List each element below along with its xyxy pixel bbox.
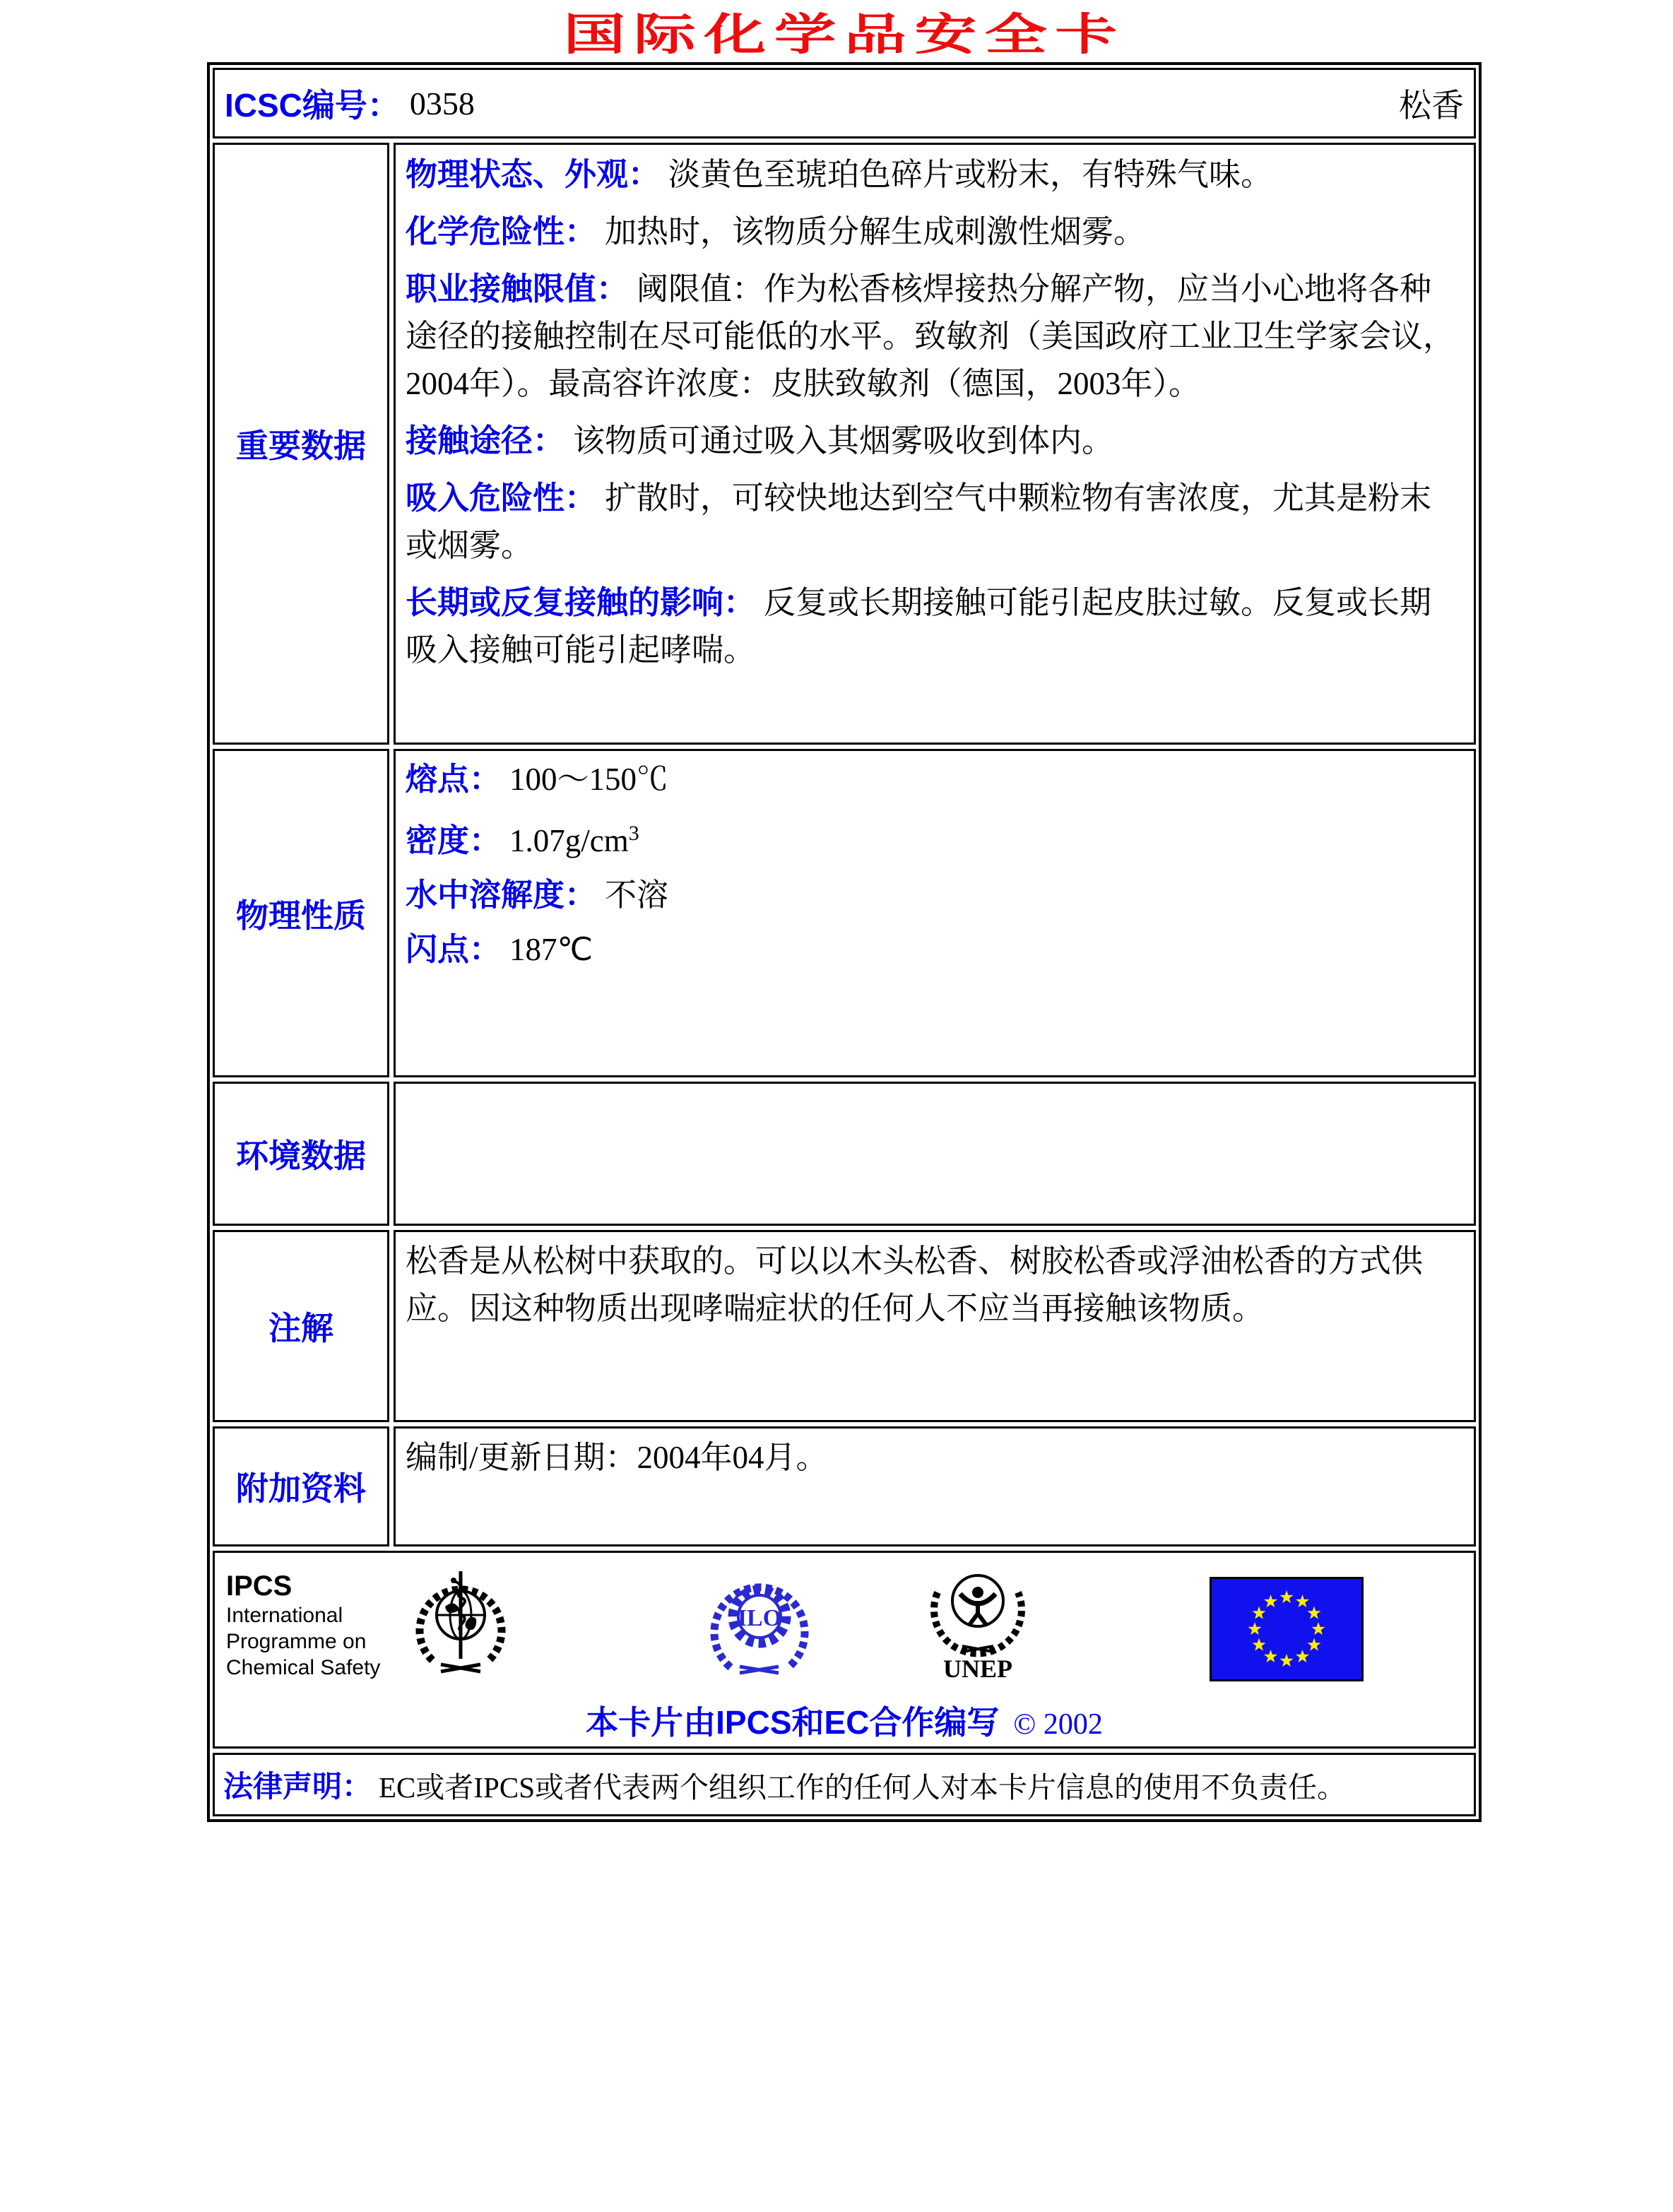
item-text: 1.07g/cm	[509, 823, 629, 858]
section-content-notes	[394, 1230, 1476, 1422]
ipcs-line: Programme on	[226, 1630, 367, 1653]
physical-properties-row	[213, 749, 1476, 1077]
item-text: 淡黄色至琥珀色碎片或粉末，有特殊气味。	[668, 157, 1273, 192]
section-label-environmental-data	[213, 1082, 389, 1226]
section-label-text: 环境数据	[236, 1137, 366, 1174]
section-label-notes	[213, 1230, 389, 1422]
item-text: 阈限值：作为松香核焊接热分解产物，应当小心地将各种途径的接触控制在尽可能低的水平。致敏剂（美国政府工业卫生学家会议，2004年）。最高容许浓度：皮肤致敏剂（德国，2003年）。	[406, 271, 1455, 401]
item-key: 物理状态、外观：	[406, 156, 661, 192]
logos-cell	[213, 1551, 1476, 1749]
item-key: 闪点：	[406, 931, 502, 967]
item-text: 编制/更新日期：2004年04月。	[406, 1440, 828, 1475]
notes-row	[213, 1230, 1476, 1422]
unep-logo-icon	[918, 1557, 1038, 1686]
item-key: 密度：	[406, 822, 502, 858]
important-data-item	[406, 265, 1462, 408]
important-data-item	[406, 208, 1462, 256]
icsc-number-label: ICSC编号：	[225, 87, 400, 124]
item-key: 长期或反复接触的影响：	[406, 584, 756, 620]
item-key: 职业接触限值：	[406, 271, 629, 307]
header-cell	[213, 68, 1476, 138]
physical-property-item	[406, 873, 1462, 918]
section-content-additional-info	[394, 1426, 1476, 1546]
section-label-important-data	[213, 143, 389, 745]
section-label-text: 注解	[268, 1310, 333, 1347]
legal-label: 法律声明：	[223, 1770, 372, 1803]
section-content-physical-properties	[394, 749, 1476, 1077]
eu-flag-icon	[1210, 1577, 1364, 1681]
important-data-row	[213, 143, 1476, 745]
unep-logo-text: UNEP	[943, 1655, 1012, 1683]
item-text: 加热时，该物质分解生成刺激性烟雾。	[605, 214, 1146, 249]
section-label-text: 附加资料	[236, 1470, 366, 1507]
superscript: 3	[628, 822, 639, 845]
ilo-logo-text: ILO	[737, 1605, 782, 1631]
physical-property-item	[406, 757, 1462, 802]
item-key: 水中溶解度：	[406, 877, 597, 913]
section-label-text: 物理性质	[236, 897, 366, 934]
item-key: 吸入危险性：	[406, 480, 597, 516]
section-label-additional-info	[213, 1426, 389, 1546]
ipcs-line: Chemical Safety	[226, 1656, 381, 1679]
section-label-text: 重要数据	[236, 427, 366, 464]
copyright-text: © 2002	[1013, 1708, 1103, 1741]
section-content-environmental-data	[394, 1082, 1476, 1226]
important-data-item	[406, 579, 1462, 674]
physical-property-item	[406, 811, 1462, 863]
icsc-table	[207, 62, 1482, 1822]
ilo-logo-icon	[701, 1563, 817, 1683]
who-logo-icon	[404, 1560, 517, 1687]
ipcs-acronym: IPCS	[226, 1571, 292, 1602]
legal-row	[213, 1753, 1476, 1816]
credit-line	[215, 1697, 1474, 1744]
section-content-important-data	[394, 143, 1476, 745]
ipcs-text-block	[226, 1570, 380, 1681]
item-text: 187℃	[509, 932, 593, 967]
additional-info-row	[213, 1426, 1476, 1546]
page-title-text: 国际化学品安全卡	[563, 11, 1125, 59]
header-row	[213, 68, 1476, 138]
legal-text: EC或者IPCS或者代表两个组织工作的任何人对本卡片信息的使用不负责任。	[379, 1770, 1347, 1804]
important-data-item	[406, 150, 1462, 199]
legal-cell	[213, 1753, 1476, 1816]
environmental-data-row	[213, 1082, 1476, 1226]
logos-row	[213, 1551, 1476, 1749]
item-text: 100～150℃	[509, 762, 669, 797]
item-text: 反复或长期接触可能引起皮肤过敏。反复或长期吸入接触可能引起哮喘。	[406, 585, 1432, 668]
ipcs-line: International	[226, 1604, 343, 1627]
item-text: 该物质可通过吸入其烟雾吸收到体内。	[573, 423, 1114, 459]
credit-text: 本卡片由IPCS和EC合作编写	[586, 1704, 1000, 1741]
item-text: 不溶	[605, 877, 669, 913]
item-key: 熔点：	[406, 761, 502, 797]
item-key: 接触途径：	[406, 422, 565, 459]
section-label-physical-properties	[213, 749, 389, 1077]
icsc-number-value: 0358	[409, 85, 475, 122]
important-data-item	[406, 417, 1462, 465]
substance-name: 松香	[1399, 88, 1464, 124]
item-text: 扩散时，可较快地达到空气中颗粒物有害浓度，尤其是粉末或烟雾。	[406, 480, 1432, 563]
item-text: 松香是从松树中获取的。可以以木头松香、树胶松香或浮油松香的方式供应。因这种物质出现哮喘症状的任何人不应当再接触该物质。	[406, 1243, 1424, 1326]
page-title	[207, 0, 1482, 61]
item-key: 化学危险性：	[406, 213, 597, 249]
physical-property-item	[406, 927, 1462, 972]
important-data-item	[406, 474, 1462, 569]
